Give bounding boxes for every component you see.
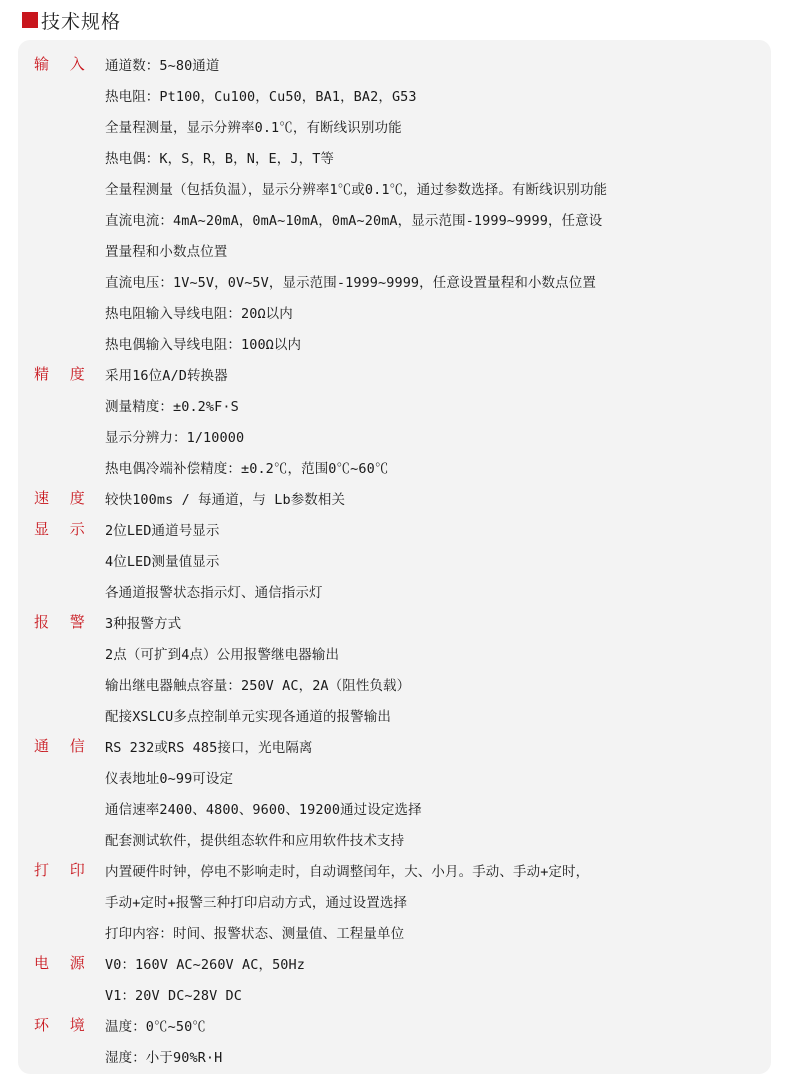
spec-category-label: 通 信 (34, 737, 93, 755)
spec-row (18, 513, 771, 544)
spec-row (18, 668, 771, 699)
spec-line: 3种报警方式 (105, 615, 182, 632)
spec-line: 直流电流：4mA~20mA，0mA~10mA，0mA~20mA，显示范围-1999~9999，任意设 (105, 212, 603, 229)
spec-row (18, 792, 771, 823)
spec-row (18, 265, 771, 296)
spec-line: 全量程测量（包括负温），显示分辨率1℃或0.1℃，通过参数选择。有断线识别功能 (105, 181, 608, 198)
spec-line: V1：20V DC~28V DC (105, 987, 243, 1004)
spec-line: 仪表地址0~99可设定 (105, 770, 234, 787)
spec-line: 各通道报警状态指示灯、通信指示灯 (105, 584, 323, 601)
spec-row (18, 234, 771, 265)
spec-row (18, 916, 771, 947)
spec-category-label: 电 源 (34, 954, 93, 972)
spec-line: 直流电压：1V~5V，0V~5V，显示范围-1999~9999，任意设置量程和小数点位置 (105, 274, 596, 291)
spec-row (18, 296, 771, 327)
spec-line: 较快100ms / 每通道，与 Lb参数相关 (105, 491, 346, 508)
spec-line: V0：160V AC~260V AC，50Hz (105, 956, 305, 973)
spec-line: 内置硬件时钟，停电不影响走时，自动调整闰年，大、小月。手动、手动+定时， (105, 863, 590, 880)
spec-row (18, 606, 771, 637)
spec-category-label: 输 入 (34, 55, 93, 73)
spec-row (18, 358, 771, 389)
spec-line: 通道数：5~80通道 (105, 57, 220, 74)
spec-row (18, 978, 771, 1009)
spec-line: 2位LED通道号显示 (105, 522, 220, 539)
spec-line: 热电偶输入导线电阻：100Ω以内 (105, 336, 302, 353)
spec-row (18, 327, 771, 358)
spec-line: 显示分辨力：1/10000 (105, 429, 245, 446)
spec-panel (18, 40, 771, 1074)
spec-row (18, 885, 771, 916)
spec-row (18, 947, 771, 978)
spec-line: 通信速率2400、4800、9600、19200通过设定选择 (105, 801, 422, 818)
section-header (22, 4, 121, 36)
page-title: 技术规格 (41, 10, 122, 33)
spec-row (18, 48, 771, 79)
spec-category-label: 显 示 (34, 520, 93, 538)
spec-line: 全量程测量，显示分辨率0.1℃，有断线识别功能 (105, 119, 402, 136)
spec-row (18, 141, 771, 172)
spec-category-label: 精 度 (34, 365, 93, 383)
spec-row (18, 575, 771, 606)
red-square-icon (22, 12, 38, 28)
spec-line: 打印内容：时间、报警状态、测量值、工程量单位 (105, 925, 405, 942)
spec-row (18, 761, 771, 792)
spec-line: 配套测试软件，提供组态软件和应用软件技术支持 (105, 832, 405, 849)
spec-row (18, 389, 771, 420)
spec-row (18, 451, 771, 482)
spec-row (18, 482, 771, 513)
spec-row (18, 203, 771, 234)
spec-row (18, 730, 771, 761)
spec-row (18, 110, 771, 141)
spec-line: 配接XSLCU多点控制单元实现各通道的报警输出 (105, 708, 391, 725)
spec-line: 测量精度：±0.2%F·S (105, 398, 239, 415)
spec-category-label: 报 警 (34, 613, 93, 631)
spec-row (18, 544, 771, 575)
spec-line: 温度：0℃~50℃ (105, 1018, 206, 1035)
spec-line: 2点（可扩到4点）公用报警继电器输出 (105, 646, 340, 663)
spec-line: 湿度：小于90%R·H (105, 1049, 223, 1066)
spec-row (18, 420, 771, 451)
spec-category-label: 速 度 (34, 489, 93, 507)
spec-row (18, 854, 771, 885)
spec-row (18, 823, 771, 854)
spec-line: 输出继电器触点容量：250V AC，2A（阻性负载） (105, 677, 411, 694)
spec-line: 热电阻输入导线电阻：20Ω以内 (105, 305, 293, 322)
spec-row (18, 1009, 771, 1040)
spec-line: 采用16位A/D转换器 (105, 367, 228, 384)
spec-category-label: 环 境 (34, 1016, 93, 1034)
spec-row (18, 637, 771, 668)
spec-line: 热电偶：K，S，R，B，N，E，J，T等 (105, 150, 335, 167)
spec-category-label: 打 印 (34, 861, 93, 879)
spec-row (18, 699, 771, 730)
spec-row (18, 79, 771, 110)
spec-row (18, 1040, 771, 1071)
spec-list (18, 48, 771, 1071)
spec-line: 置量程和小数点位置 (105, 243, 228, 260)
spec-line: 热电阻：Pt100，Cu100，Cu50，BA1，BA2，G53 (105, 88, 417, 105)
spec-line: 4位LED测量值显示 (105, 553, 220, 570)
spec-line: 热电偶冷端补偿精度：±0.2℃，范围0℃~60℃ (105, 460, 389, 477)
spec-line: RS 232或RS 485接口，光电隔离 (105, 739, 313, 756)
spec-line: 手动+定时+报警三种打印启动方式，通过设置选择 (105, 894, 408, 911)
spec-row (18, 172, 771, 203)
